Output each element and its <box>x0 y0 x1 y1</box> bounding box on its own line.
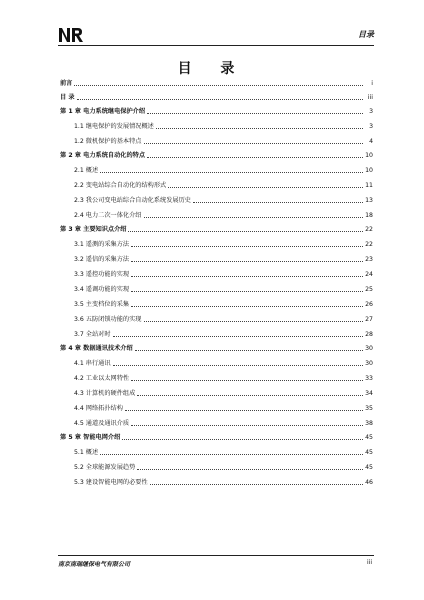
toc-entry-label: 2.2 变电站综合自动化的结构形式 <box>74 182 167 189</box>
toc-entry-label: 3.3 遥控功能的实现 <box>74 271 130 278</box>
nr-logo-icon <box>58 27 84 43</box>
toc-section-entry[interactable] <box>60 316 373 324</box>
toc-entry-label: 第 5 章 智能电网介绍 <box>60 434 121 441</box>
toc-dot-leader <box>131 275 363 277</box>
toc-chapter-entry[interactable] <box>60 108 373 116</box>
toc-dot-leader <box>131 260 363 262</box>
footer-divider <box>58 555 374 556</box>
toc-dot-leader <box>74 84 363 86</box>
toc-entry-page: i <box>371 80 373 87</box>
toc-entry-page: 34 <box>365 390 373 397</box>
toc-chapter-entry[interactable] <box>60 345 373 353</box>
toc-section-entry[interactable] <box>60 167 373 175</box>
toc-entry-page: 10 <box>365 152 373 159</box>
toc-section-entry[interactable] <box>60 331 373 339</box>
toc-entry-page: 4 <box>369 138 373 145</box>
toc-dot-leader <box>144 216 364 218</box>
toc-section-entry[interactable] <box>60 123 373 131</box>
toc-entry-page: 18 <box>365 212 373 219</box>
toc-entry-label: 3.6 五防闭锁功能的实现 <box>74 316 142 323</box>
toc-entry-page: 33 <box>365 375 373 382</box>
page-title: 目 录 <box>177 61 247 77</box>
toc-entry-label: 4.5 通道及通讯介质 <box>74 420 130 427</box>
toc-dot-leader <box>137 468 363 470</box>
toc-entry-page: 3 <box>369 108 373 115</box>
toc-entry-page: 38 <box>365 420 373 427</box>
toc-entry-page: 13 <box>365 197 373 204</box>
toc-dot-leader <box>168 186 363 188</box>
toc-entry-label: 2.4 电力二次一体化介绍 <box>74 212 142 219</box>
toc-section-entry[interactable] <box>60 286 373 294</box>
toc-section-entry[interactable] <box>60 271 373 279</box>
toc-dot-leader <box>144 320 364 322</box>
toc-dot-leader <box>144 142 364 144</box>
toc-entry-page: 46 <box>365 479 373 486</box>
toc-section-entry[interactable] <box>60 375 373 383</box>
toc-entry-page: 25 <box>365 286 373 293</box>
toc-dot-leader <box>131 245 363 247</box>
toc-entry-page: 30 <box>365 360 373 367</box>
toc-entry-page: iii <box>367 94 373 101</box>
toc-entry-page: 24 <box>365 271 373 278</box>
toc-entry-label: 第 3 章 主要知识点介绍 <box>60 226 127 233</box>
toc-section-entry[interactable] <box>60 449 373 457</box>
toc-section-entry[interactable] <box>60 182 373 190</box>
toc-dot-leader <box>113 364 363 366</box>
page-header <box>58 26 374 44</box>
toc-entry-label: 4.1 串行通讯 <box>74 360 111 367</box>
toc-dot-leader <box>100 453 363 455</box>
toc-dot-leader <box>100 171 363 173</box>
toc-dot-leader <box>131 379 363 381</box>
toc-entry-page: 27 <box>365 316 373 323</box>
toc-chapter-entry[interactable] <box>60 434 373 442</box>
toc-section-entry[interactable] <box>60 479 373 487</box>
toc-entry-page: 45 <box>365 434 373 441</box>
toc-dot-leader <box>113 335 363 337</box>
toc-dot-leader <box>156 127 363 129</box>
toc-entry-page: 23 <box>365 256 373 263</box>
toc-entry-page: 11 <box>365 182 373 189</box>
toc-section-entry[interactable] <box>60 212 373 220</box>
toc-section-entry[interactable] <box>60 390 373 398</box>
toc-entry-label: 3.2 遥信的采集方法 <box>74 256 130 263</box>
toc-section-entry[interactable] <box>60 405 373 413</box>
toc-dot-leader <box>147 156 363 158</box>
toc-entry-label: 4.2 工业以太网特性 <box>74 375 130 382</box>
toc-entry-label: 3.5 主变档位的采集 <box>74 301 130 308</box>
toc-entry-label: 4.4 网络拓扑结构 <box>74 405 123 412</box>
toc-entry-page: 3 <box>369 123 373 130</box>
toc-entry-label: 4.3 计算机的硬件组成 <box>74 390 136 397</box>
toc-entry-page: 28 <box>365 331 373 338</box>
toc-entry-label: 第 2 章 电力系统自动化的特点 <box>60 152 146 159</box>
toc-dot-leader <box>147 112 363 114</box>
header-title: 目录 <box>358 30 374 39</box>
toc-entry-page: 45 <box>365 464 373 471</box>
toc-section-entry[interactable] <box>60 360 373 368</box>
toc-entry-label: 第 4 章 数据通讯技术介绍 <box>60 345 133 352</box>
footer-company: 南京南瑞继保电气有限公司 <box>58 561 131 568</box>
toc-entry-page: 22 <box>365 226 373 233</box>
toc-section-entry[interactable] <box>60 241 373 249</box>
toc-chapter-entry[interactable] <box>60 152 373 160</box>
toc-entry-page: 26 <box>365 301 373 308</box>
toc-dot-leader <box>77 98 363 100</box>
footer-page-number: iii <box>366 559 372 566</box>
toc-dot-leader <box>135 349 363 351</box>
toc-chapter-entry[interactable] <box>60 226 373 234</box>
toc-section-entry[interactable] <box>60 301 373 309</box>
toc-entry-page: 22 <box>365 241 373 248</box>
toc-entry-label: 3.4 遥调功能的实现 <box>74 286 130 293</box>
toc-entry-label: 前言 <box>60 80 73 87</box>
toc-dot-leader <box>150 483 363 485</box>
toc-entry-label: 2.3 我公司变电站综合自动化系统发展历史 <box>74 197 191 204</box>
toc-section-entry[interactable] <box>60 256 373 264</box>
toc-dot-leader <box>193 201 363 203</box>
toc-entry-label: 第 1 章 电力系统继电保护介绍 <box>60 108 146 115</box>
toc-dot-leader <box>128 230 363 232</box>
toc-entry-label: 3.1 遥测的采集方法 <box>74 241 130 248</box>
toc-section-entry[interactable] <box>60 464 373 472</box>
table-of-contents <box>60 80 373 487</box>
toc-entry-label: 5.2 全球能源发展趋势 <box>74 464 136 471</box>
toc-entry-page: 10 <box>365 167 373 174</box>
toc-entry-label: 1.2 微机保护的基本特点 <box>74 138 142 145</box>
toc-dot-leader <box>125 409 363 411</box>
toc-entry-label: 5.3 建设智能电网的必要性 <box>74 479 148 486</box>
header-divider <box>58 45 374 46</box>
toc-front-entry[interactable] <box>60 94 373 102</box>
toc-entry-page: 30 <box>365 345 373 352</box>
toc-section-entry[interactable] <box>60 420 373 428</box>
toc-dot-leader <box>122 438 363 440</box>
toc-dot-leader <box>131 424 363 426</box>
toc-entry-label: 2.1 概述 <box>74 167 99 174</box>
toc-entry-label: 1.1 继电保护的发展情况概述 <box>74 123 154 130</box>
toc-section-entry[interactable] <box>60 197 373 205</box>
toc-entry-page: 35 <box>365 405 373 412</box>
toc-entry-label: 目 录 <box>60 94 75 101</box>
toc-dot-leader <box>131 290 363 292</box>
toc-dot-leader <box>131 305 363 307</box>
toc-entry-page: 45 <box>365 449 373 456</box>
toc-front-entry[interactable] <box>60 80 373 88</box>
toc-entry-label: 5.1 概述 <box>74 449 99 456</box>
toc-section-entry[interactable] <box>60 138 373 146</box>
toc-entry-label: 3.7 全站对时 <box>74 331 111 338</box>
toc-dot-leader <box>137 394 363 396</box>
